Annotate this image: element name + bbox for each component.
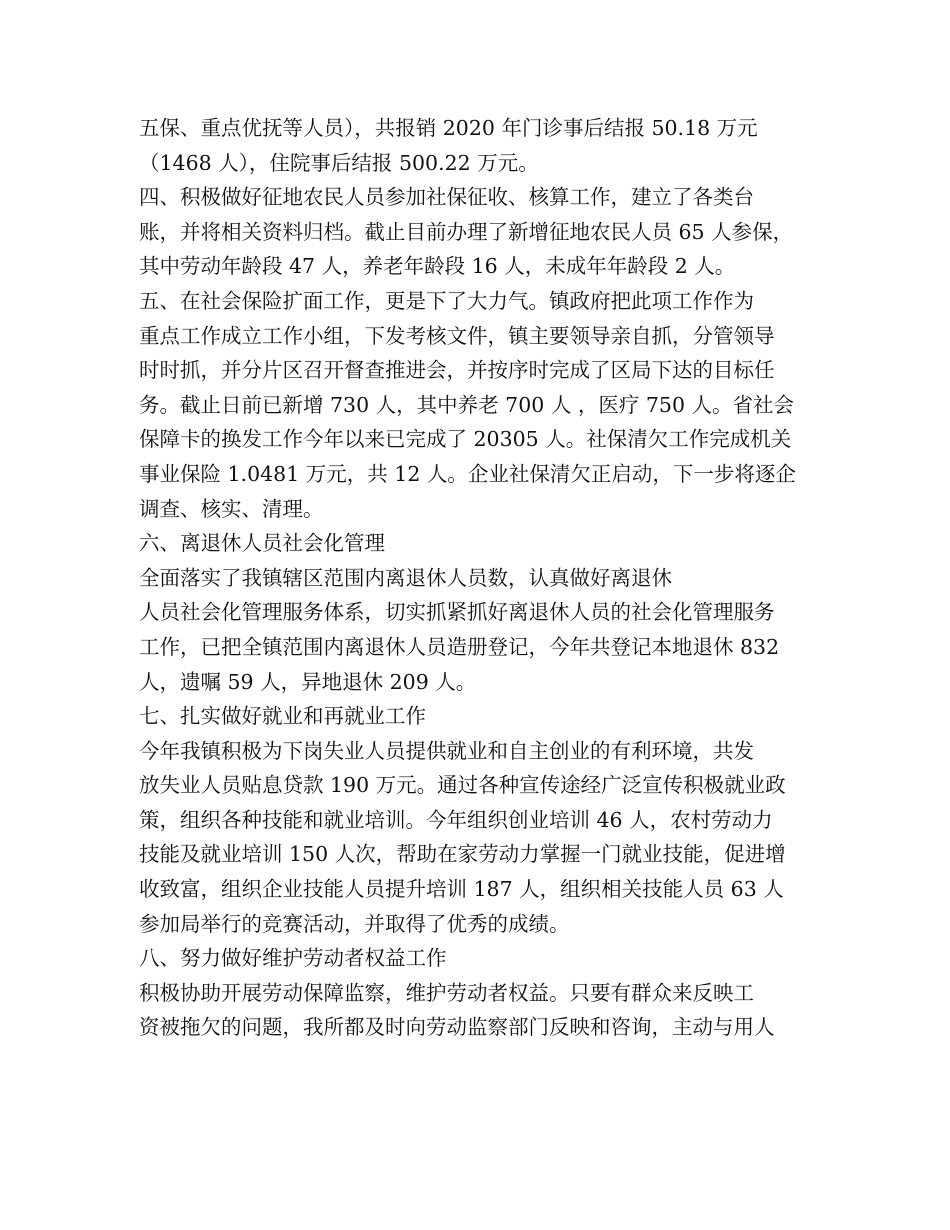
text-line: 全面落实了我镇辖区范围内离退休人员数，认真做好离退休 (139, 565, 672, 590)
text-line: 人员社会化管理服务体系，切实抓紧抓好离退休人员的社会化管理服务 (139, 600, 775, 625)
text-line: 积极协助开展劳动保障监察，维护劳动者权益。只要有群众来反映工 (139, 980, 754, 1005)
text-line: 保障卡的换发工作今年以来已完成了 20305 人。社保清欠工作完成机关 (139, 427, 792, 452)
text-line: 工作，已把全镇范围内离退休人员造册登记，今年共登记本地退休 832 (139, 634, 780, 659)
text-line: 务。截止日前已新增 730 人，其中养老 700 人 ，医疗 750 人。省社会 (139, 392, 794, 417)
document-body (139, 111, 829, 1045)
text-line: 技能及就业培训 150 人次，帮助在家劳动力掌握一门就业技能，促进增 (139, 842, 786, 867)
text-line: 今年我镇积极为下岗失业人员提供就业和自主创业的有利环境，共发 (139, 738, 754, 763)
text-line: 资被拖欠的问题，我所都及时向劳动监察部门反映和咨询，主动与用人 (139, 1015, 775, 1040)
text-line: （1468 人），住院事后结报 500.22 万元。 (139, 150, 539, 175)
text-line: 账，并将相关资料归档。截止目前办理了新增征地农民人员 65 人参保， (139, 219, 794, 244)
text-line: 收致富，组织企业技能人员提升培训 187 人，组织相关技能人员 63 人 (139, 877, 784, 902)
text-line: 调查、核实、清理。 (139, 496, 324, 521)
text-line: 人，遗嘱 59 人，异地退休 209 人。 (139, 669, 477, 694)
text-line: 时时抓，并分片区召开督查推进会，并按序时完成了区局下达的目标任 (139, 358, 775, 383)
text-line: 策，组织各种技能和就业培训。今年组织创业培训 46 人，农村劳动力 (139, 807, 773, 832)
section-8-heading: 八、努力做好维护劳动者权益工作 (139, 946, 447, 971)
text-line: 重点工作成立工作小组，下发考核文件，镇主要领导亲自抓，分管领导 (139, 323, 775, 348)
text-line: 五保、重点优抚等人员），共报销 2020 年门诊事后结报 50.18 万元 (139, 116, 758, 140)
text-line: 事业保险 1.0481 万元，共 12 人。企业社保清欠正启动，下一步将逐企 (139, 461, 796, 486)
text-line: 其中劳动年龄段 47 人，养老年龄段 16 人，未成年年龄段 2 人。 (139, 254, 736, 279)
section-4-heading-line: 四、积极做好征地农民人员参加社保征收、核算工作，建立了各类台 (139, 185, 754, 210)
text-line: 放失业人员贴息贷款 190 万元。通过各种宣传途经广泛宣传积极就业政 (139, 773, 786, 798)
text-line: 参加局举行的竞赛活动，并取得了优秀的成绩。 (139, 911, 570, 936)
section-6-heading: 六、离退休人员社会化管理 (139, 531, 385, 556)
section-7-heading: 七、扎实做好就业和再就业工作 (139, 704, 426, 729)
section-5-heading-line: 五、在社会保险扩面工作，更是下了大力气。镇政府把此项工作作为 (139, 288, 754, 313)
